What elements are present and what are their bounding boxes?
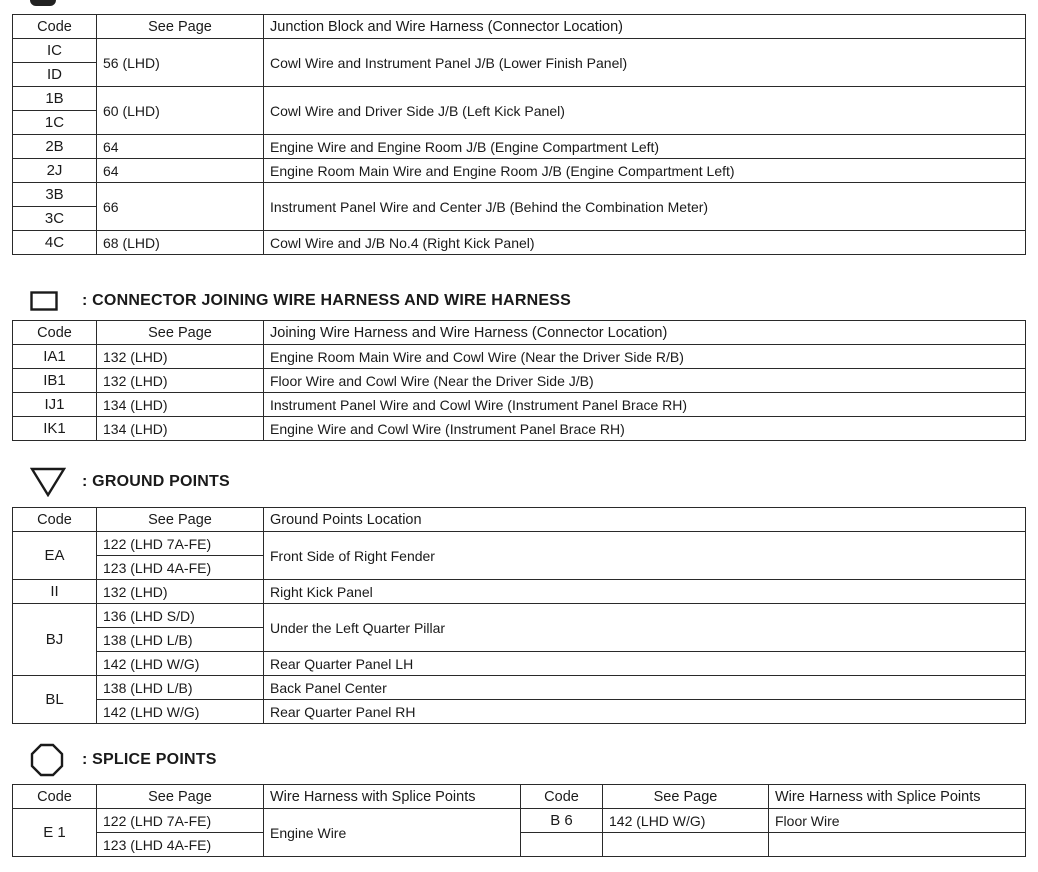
page-cell: 134 (LHD) bbox=[97, 393, 264, 417]
code-cell: EA bbox=[13, 532, 97, 580]
location-cell: Right Kick Panel bbox=[264, 580, 1026, 604]
code-cell: IB1 bbox=[13, 369, 97, 393]
junction-block-table bbox=[12, 14, 1026, 255]
location-cell: Instrument Panel Wire and Center J/B (Behind the Combination Meter) bbox=[264, 183, 1026, 231]
page-cell: 56 (LHD) bbox=[97, 39, 264, 87]
header-code: Code bbox=[13, 785, 97, 809]
location-cell: Cowl Wire and Instrument Panel J/B (Lower Finish Panel) bbox=[264, 39, 1026, 87]
code-cell: 1C bbox=[13, 111, 97, 135]
page-cell: 132 (LHD) bbox=[97, 369, 264, 393]
top-symbol-fragment bbox=[30, 0, 56, 6]
table-row bbox=[13, 87, 1026, 111]
table-row bbox=[13, 809, 1026, 833]
octagon-icon bbox=[30, 744, 70, 776]
table-header-row bbox=[13, 15, 1026, 39]
harness-cell: Floor Wire bbox=[769, 809, 1026, 833]
section-title: : SPLICE POINTS bbox=[82, 751, 217, 768]
location-cell: Engine Wire and Engine Room J/B (Engine Compartment Left) bbox=[264, 135, 1026, 159]
code-cell: 2B bbox=[13, 135, 97, 159]
splice-points-table bbox=[12, 784, 1026, 857]
code-cell: IJ1 bbox=[13, 393, 97, 417]
table-header-row bbox=[13, 785, 1026, 809]
table-header-row bbox=[13, 321, 1026, 345]
page-cell: 66 bbox=[97, 183, 264, 231]
table-row bbox=[13, 369, 1026, 393]
header-location: Ground Points Location bbox=[264, 508, 1026, 532]
page-cell: 122 (LHD 7A-FE) bbox=[97, 809, 264, 833]
page-cell: 138 (LHD L/B) bbox=[97, 676, 264, 700]
table-row bbox=[13, 532, 1026, 556]
page-cell: 123 (LHD 4A-FE) bbox=[97, 556, 264, 580]
table-row bbox=[13, 676, 1026, 700]
header-location: Junction Block and Wire Harness (Connector Location) bbox=[264, 15, 1026, 39]
header-see-page: See Page bbox=[603, 785, 769, 809]
header-code: Code bbox=[13, 508, 97, 532]
page-cell: 142 (LHD W/G) bbox=[97, 652, 264, 676]
code-cell: 3C bbox=[13, 207, 97, 231]
table-row bbox=[13, 417, 1026, 441]
page-cell: 60 (LHD) bbox=[97, 87, 264, 135]
location-cell: Engine Room Main Wire and Engine Room J/B (Engine Compartment Left) bbox=[264, 159, 1026, 183]
header-location: Joining Wire Harness and Wire Harness (Connector Location) bbox=[264, 321, 1026, 345]
page-cell: 142 (LHD W/G) bbox=[97, 700, 264, 724]
location-cell: Floor Wire and Cowl Wire (Near the Driver Side J/B) bbox=[264, 369, 1026, 393]
connector-table bbox=[12, 320, 1026, 441]
code-cell: 4C bbox=[13, 231, 97, 255]
location-cell: Rear Quarter Panel LH bbox=[264, 652, 1026, 676]
table-row bbox=[13, 345, 1026, 369]
location-cell: Instrument Panel Wire and Cowl Wire (Instrument Panel Brace RH) bbox=[264, 393, 1026, 417]
triangle-down-icon bbox=[30, 466, 70, 498]
header-wire-harness: Wire Harness with Splice Points bbox=[264, 785, 521, 809]
table-row bbox=[13, 231, 1026, 255]
location-cell: Front Side of Right Fender bbox=[264, 532, 1026, 580]
table-row bbox=[13, 135, 1026, 159]
header-see-page: See Page bbox=[97, 508, 264, 532]
code-cell: 3B bbox=[13, 183, 97, 207]
page-cell: 136 (LHD S/D) bbox=[97, 604, 264, 628]
harness-cell: Engine Wire bbox=[264, 809, 521, 857]
location-cell: Engine Wire and Cowl Wire (Instrument Panel Brace RH) bbox=[264, 417, 1026, 441]
page-cell: 123 (LHD 4A-FE) bbox=[97, 833, 264, 857]
code-cell: 2J bbox=[13, 159, 97, 183]
connector-section-heading bbox=[30, 285, 571, 317]
table-row bbox=[13, 393, 1026, 417]
table-row bbox=[13, 604, 1026, 628]
ground-section-heading bbox=[30, 466, 230, 498]
location-cell: Cowl Wire and Driver Side J/B (Left Kick Panel) bbox=[264, 87, 1026, 135]
page-cell: 132 (LHD) bbox=[97, 345, 264, 369]
page-cell: 132 (LHD) bbox=[97, 580, 264, 604]
code-cell: 1B bbox=[13, 87, 97, 111]
table-row bbox=[13, 700, 1026, 724]
location-cell: Back Panel Center bbox=[264, 676, 1026, 700]
page-cell: 68 (LHD) bbox=[97, 231, 264, 255]
table-row bbox=[13, 183, 1026, 207]
page-cell: 122 (LHD 7A-FE) bbox=[97, 532, 264, 556]
page-cell: 142 (LHD W/G) bbox=[603, 809, 769, 833]
empty-cell bbox=[521, 833, 603, 857]
code-cell: B 6 bbox=[521, 809, 603, 833]
location-cell: Engine Room Main Wire and Cowl Wire (Near the Driver Side R/B) bbox=[264, 345, 1026, 369]
code-cell: BL bbox=[13, 676, 97, 724]
location-cell: Cowl Wire and J/B No.4 (Right Kick Panel) bbox=[264, 231, 1026, 255]
table-row bbox=[13, 39, 1026, 63]
table-row bbox=[13, 580, 1026, 604]
header-see-page: See Page bbox=[97, 785, 264, 809]
header-see-page: See Page bbox=[97, 321, 264, 345]
header-wire-harness: Wire Harness with Splice Points bbox=[769, 785, 1026, 809]
table-header-row bbox=[13, 508, 1026, 532]
page-cell: 64 bbox=[97, 159, 264, 183]
empty-cell bbox=[769, 833, 1026, 857]
header-code: Code bbox=[521, 785, 603, 809]
header-see-page: See Page bbox=[97, 15, 264, 39]
code-cell: IC bbox=[13, 39, 97, 63]
page-cell: 64 bbox=[97, 135, 264, 159]
code-cell: E 1 bbox=[13, 809, 97, 857]
table-row bbox=[13, 159, 1026, 183]
splice-section-heading bbox=[30, 744, 217, 776]
code-cell: IK1 bbox=[13, 417, 97, 441]
code-cell: II bbox=[13, 580, 97, 604]
page-cell: 134 (LHD) bbox=[97, 417, 264, 441]
location-cell: Under the Left Quarter Pillar bbox=[264, 604, 1026, 652]
location-cell: Rear Quarter Panel RH bbox=[264, 700, 1026, 724]
page-cell: 138 (LHD L/B) bbox=[97, 628, 264, 652]
code-cell: BJ bbox=[13, 604, 97, 676]
section-title: : GROUND POINTS bbox=[82, 473, 230, 490]
section-title: : CONNECTOR JOINING WIRE HARNESS AND WIRE HARNESS bbox=[82, 292, 571, 309]
header-code: Code bbox=[13, 15, 97, 39]
code-cell: IA1 bbox=[13, 345, 97, 369]
empty-cell bbox=[603, 833, 769, 857]
header-code: Code bbox=[13, 321, 97, 345]
rectangle-icon bbox=[30, 285, 70, 317]
code-cell: ID bbox=[13, 63, 97, 87]
ground-points-table bbox=[12, 507, 1026, 724]
table-row bbox=[13, 652, 1026, 676]
